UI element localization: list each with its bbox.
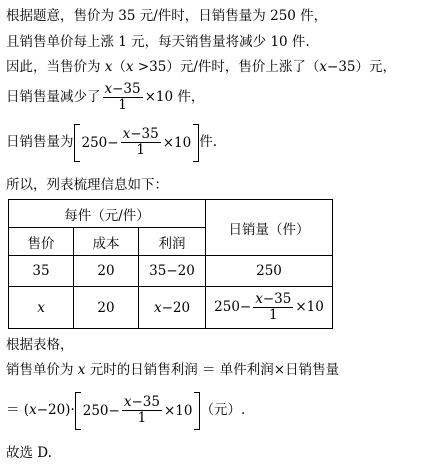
- table-row: [9, 256, 333, 287]
- bracket-expression: 250− $\frac{x-35}{1}$ ×10: [75, 391, 201, 431]
- fraction: $\frac{x-35}{1}$: [104, 81, 141, 113]
- cell-cost: 20: [74, 256, 139, 287]
- header-profit: 利润: [139, 228, 206, 256]
- cell-profit: 35−20: [139, 256, 206, 287]
- cell-cost: 20: [74, 287, 139, 329]
- cell-price: 35: [9, 256, 74, 287]
- header-daily-sales: 日销量（件）: [206, 200, 333, 256]
- header-cost: 成本: [74, 228, 139, 256]
- text-line-6: 所以，列表梳理信息如下：: [6, 177, 168, 193]
- text-line-8: 销售单价为 x 元时的日销售利润 ＝ 单件利润×日销售量: [6, 362, 340, 378]
- text-line-10: 故选 D.: [6, 445, 52, 461]
- info-table: [8, 199, 333, 329]
- text-line-2: 且销售单价每上涨 1 元，每天销售量将减少 10 件.: [6, 34, 310, 50]
- table-row: [9, 287, 333, 329]
- text-line-3: 因此，当售价为 x（x >35）元/件时，售价上涨了（x−35）元，: [6, 59, 397, 75]
- header-per-item: 每件（元/件）: [9, 200, 206, 228]
- text-line-7: 根据表格，: [6, 337, 74, 353]
- cell-sales: 250: [206, 256, 333, 287]
- text-line-4: 日销售量减少了 $\frac{x-35}{1}$ ×10 件，: [6, 81, 205, 113]
- cell-price: x: [9, 287, 74, 329]
- cell-profit: x−20: [139, 287, 206, 329]
- bracket-expression: 250− $\frac{x-35}{1}$ ×10: [74, 123, 200, 163]
- text-line-5: 日销售量为 250− $\frac{x-35}{1}$ ×10 件.: [6, 122, 217, 163]
- text-line-1: 根据题意，售价为 35 元/件时，日销售量为 250 件，: [6, 8, 328, 24]
- text-line-9: ＝ (x−20)· 250− $\frac{x-35}{1}$ ×10 （元）.: [6, 390, 245, 431]
- cell-sales: 250− $\frac{x-35}{1}$ ×10: [206, 287, 333, 329]
- header-price: 售价: [9, 228, 74, 256]
